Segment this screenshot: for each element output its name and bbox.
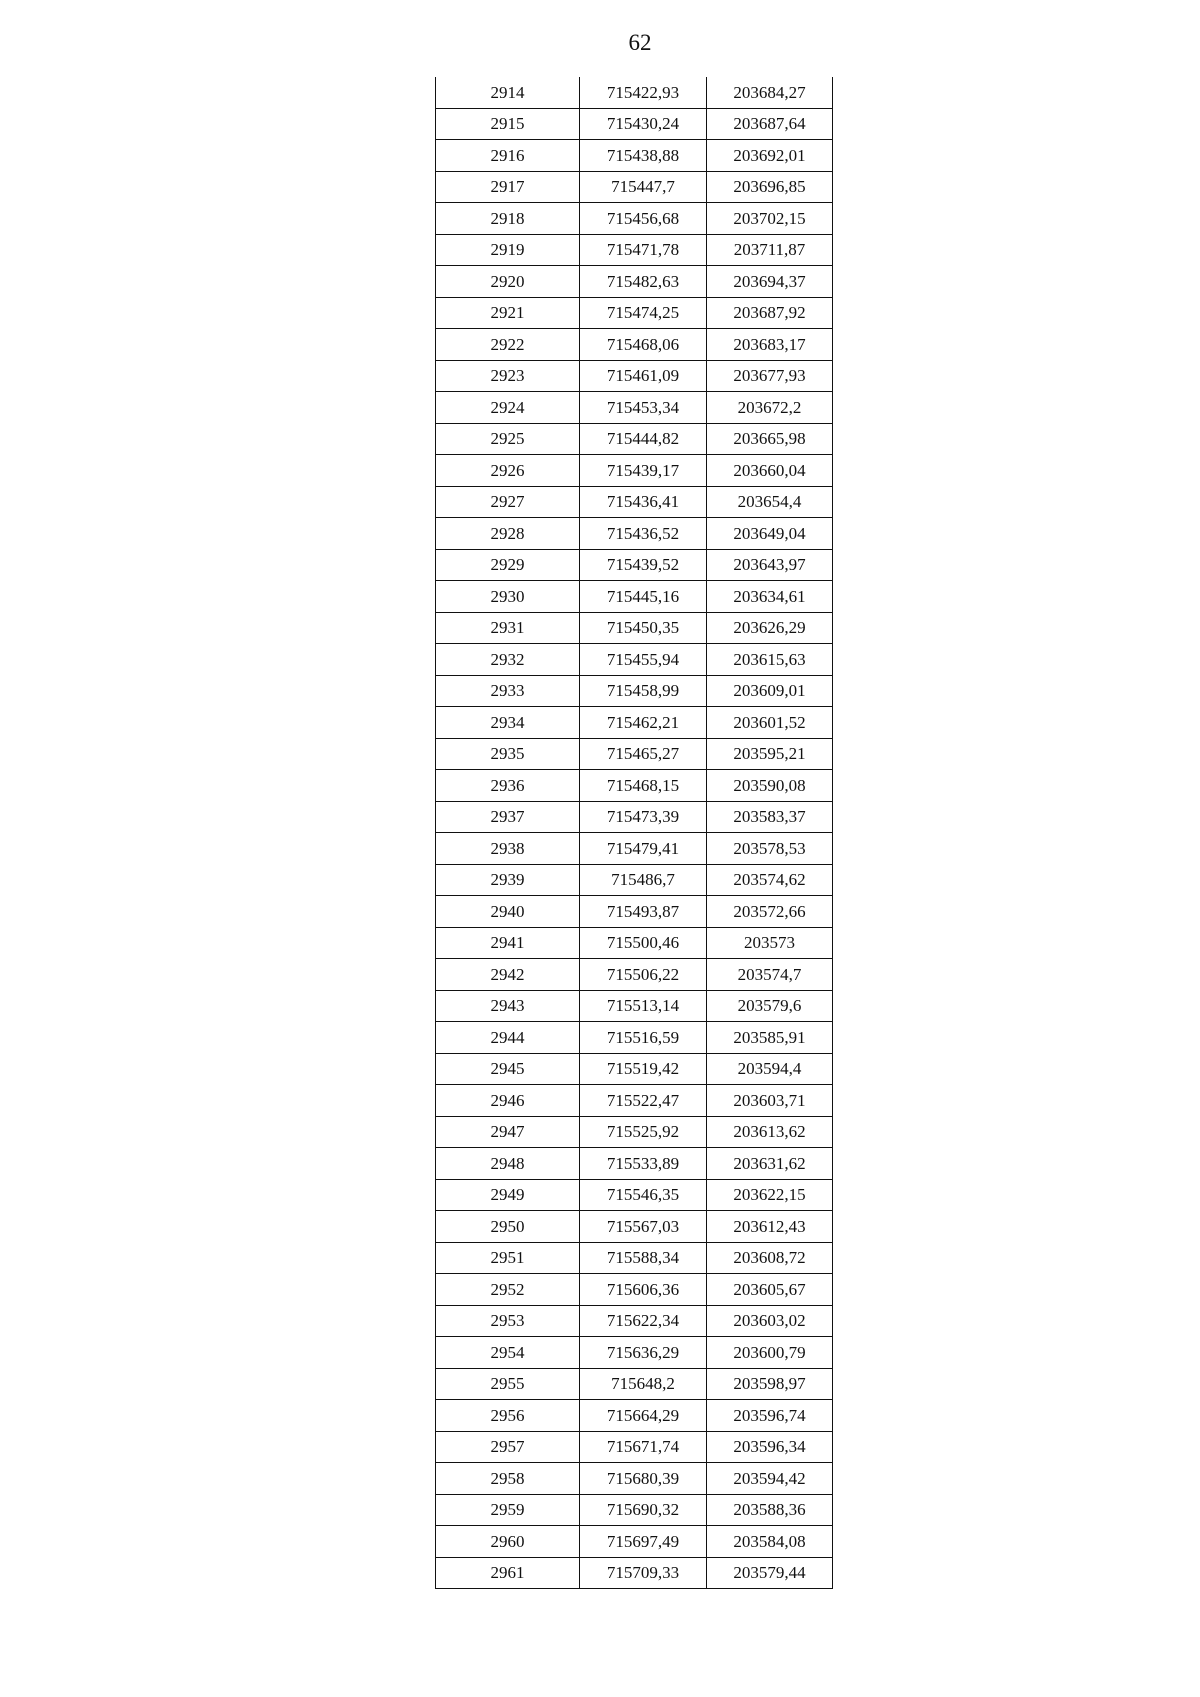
table-row (436, 1337, 833, 1369)
point-number-cell: 2917 (436, 171, 580, 203)
point-number-cell: 2931 (436, 612, 580, 644)
y-coordinate-cell: 203601,52 (707, 707, 833, 739)
x-coordinate-cell: 715622,34 (580, 1305, 707, 1337)
y-coordinate-cell: 203672,2 (707, 392, 833, 424)
x-coordinate-cell: 715546,35 (580, 1179, 707, 1211)
x-coordinate-cell: 715436,41 (580, 486, 707, 518)
table-row (436, 1211, 833, 1243)
table-row (436, 1179, 833, 1211)
point-number-cell: 2934 (436, 707, 580, 739)
y-coordinate-cell: 203631,62 (707, 1148, 833, 1180)
y-coordinate-cell: 203649,04 (707, 518, 833, 550)
point-number-cell: 2956 (436, 1400, 580, 1432)
x-coordinate-cell: 715690,32 (580, 1494, 707, 1526)
point-number-cell: 2936 (436, 770, 580, 802)
y-coordinate-cell: 203578,53 (707, 833, 833, 865)
point-number-cell: 2943 (436, 990, 580, 1022)
x-coordinate-cell: 715458,99 (580, 675, 707, 707)
table-row (436, 644, 833, 676)
y-coordinate-cell: 203687,92 (707, 297, 833, 329)
y-coordinate-cell: 203615,63 (707, 644, 833, 676)
table-row (436, 864, 833, 896)
x-coordinate-cell: 715462,21 (580, 707, 707, 739)
table-row (436, 297, 833, 329)
x-coordinate-cell: 715450,35 (580, 612, 707, 644)
table-row (436, 108, 833, 140)
point-number-cell: 2951 (436, 1242, 580, 1274)
x-coordinate-cell: 715671,74 (580, 1431, 707, 1463)
x-coordinate-cell: 715445,16 (580, 581, 707, 613)
x-coordinate-cell: 715473,39 (580, 801, 707, 833)
y-coordinate-cell: 203595,21 (707, 738, 833, 770)
x-coordinate-cell: 715438,88 (580, 140, 707, 172)
x-coordinate-cell: 715468,06 (580, 329, 707, 361)
point-number-cell: 2950 (436, 1211, 580, 1243)
x-coordinate-cell: 715465,27 (580, 738, 707, 770)
point-number-cell: 2953 (436, 1305, 580, 1337)
y-coordinate-cell: 203596,74 (707, 1400, 833, 1432)
x-coordinate-cell: 715493,87 (580, 896, 707, 928)
y-coordinate-cell: 203594,4 (707, 1053, 833, 1085)
x-coordinate-cell: 715474,25 (580, 297, 707, 329)
y-coordinate-cell: 203603,02 (707, 1305, 833, 1337)
y-coordinate-cell: 203594,42 (707, 1463, 833, 1495)
point-number-cell: 2930 (436, 581, 580, 613)
point-number-cell: 2955 (436, 1368, 580, 1400)
y-coordinate-cell: 203612,43 (707, 1211, 833, 1243)
table-row (436, 360, 833, 392)
y-coordinate-cell: 203696,85 (707, 171, 833, 203)
point-number-cell: 2945 (436, 1053, 580, 1085)
point-number-cell: 2925 (436, 423, 580, 455)
y-coordinate-cell: 203702,15 (707, 203, 833, 235)
x-coordinate-cell: 715439,52 (580, 549, 707, 581)
y-coordinate-cell: 203605,67 (707, 1274, 833, 1306)
point-number-cell: 2961 (436, 1557, 580, 1589)
table-row (436, 738, 833, 770)
y-coordinate-cell: 203572,66 (707, 896, 833, 928)
point-number-cell: 2916 (436, 140, 580, 172)
table-row (436, 801, 833, 833)
y-coordinate-cell: 203660,04 (707, 455, 833, 487)
y-coordinate-cell: 203665,98 (707, 423, 833, 455)
point-number-cell: 2940 (436, 896, 580, 928)
x-coordinate-cell: 715468,15 (580, 770, 707, 802)
table-row (436, 959, 833, 991)
x-coordinate-cell: 715516,59 (580, 1022, 707, 1054)
table-row (436, 581, 833, 613)
y-coordinate-cell: 203603,71 (707, 1085, 833, 1117)
table-row (436, 990, 833, 1022)
y-coordinate-cell: 203590,08 (707, 770, 833, 802)
point-number-cell: 2918 (436, 203, 580, 235)
point-number-cell: 2952 (436, 1274, 580, 1306)
point-number-cell: 2923 (436, 360, 580, 392)
table-row (436, 896, 833, 928)
y-coordinate-cell: 203683,17 (707, 329, 833, 361)
point-number-cell: 2921 (436, 297, 580, 329)
table-row (436, 1557, 833, 1589)
table-row (436, 707, 833, 739)
x-coordinate-cell: 715456,68 (580, 203, 707, 235)
x-coordinate-cell: 715648,2 (580, 1368, 707, 1400)
x-coordinate-cell: 715513,14 (580, 990, 707, 1022)
y-coordinate-cell: 203598,97 (707, 1368, 833, 1400)
y-coordinate-cell: 203711,87 (707, 234, 833, 266)
point-number-cell: 2939 (436, 864, 580, 896)
table-row (436, 1053, 833, 1085)
x-coordinate-cell: 715606,36 (580, 1274, 707, 1306)
y-coordinate-cell: 203634,61 (707, 581, 833, 613)
y-coordinate-cell: 203588,36 (707, 1494, 833, 1526)
table-row (436, 423, 833, 455)
point-number-cell: 2920 (436, 266, 580, 298)
table-row (436, 1431, 833, 1463)
point-number-cell: 2928 (436, 518, 580, 550)
point-number-cell: 2924 (436, 392, 580, 424)
table-row (436, 1148, 833, 1180)
point-number-cell: 2933 (436, 675, 580, 707)
x-coordinate-cell: 715519,42 (580, 1053, 707, 1085)
x-coordinate-cell: 715486,7 (580, 864, 707, 896)
point-number-cell: 2941 (436, 927, 580, 959)
table-row (436, 1022, 833, 1054)
x-coordinate-cell: 715436,52 (580, 518, 707, 550)
point-number-cell: 2927 (436, 486, 580, 518)
y-coordinate-cell: 203608,72 (707, 1242, 833, 1274)
y-coordinate-cell: 203626,29 (707, 612, 833, 644)
point-number-cell: 2944 (436, 1022, 580, 1054)
x-coordinate-cell: 715588,34 (580, 1242, 707, 1274)
table-row (436, 1400, 833, 1432)
x-coordinate-cell: 715422,93 (580, 77, 707, 108)
x-coordinate-cell: 715680,39 (580, 1463, 707, 1495)
table-row (436, 1085, 833, 1117)
point-number-cell: 2938 (436, 833, 580, 865)
table-row (436, 392, 833, 424)
table-row (436, 1305, 833, 1337)
x-coordinate-cell: 715455,94 (580, 644, 707, 676)
point-number-cell: 2922 (436, 329, 580, 361)
x-coordinate-cell: 715461,09 (580, 360, 707, 392)
point-number-cell: 2937 (436, 801, 580, 833)
point-number-cell: 2957 (436, 1431, 580, 1463)
table-row (436, 1463, 833, 1495)
y-coordinate-cell: 203694,37 (707, 266, 833, 298)
table-row (436, 234, 833, 266)
x-coordinate-cell: 715439,17 (580, 455, 707, 487)
x-coordinate-cell: 715500,46 (580, 927, 707, 959)
table-row (436, 486, 833, 518)
point-number-cell: 2915 (436, 108, 580, 140)
y-coordinate-cell: 203596,34 (707, 1431, 833, 1463)
point-number-cell: 2954 (436, 1337, 580, 1369)
point-number-cell: 2935 (436, 738, 580, 770)
y-coordinate-cell: 203584,08 (707, 1526, 833, 1558)
x-coordinate-cell: 715479,41 (580, 833, 707, 865)
x-coordinate-cell: 715636,29 (580, 1337, 707, 1369)
coordinates-table-body (436, 77, 833, 1589)
table-row (436, 1116, 833, 1148)
y-coordinate-cell: 203579,6 (707, 990, 833, 1022)
table-row (436, 140, 833, 172)
table-row (436, 549, 833, 581)
y-coordinate-cell: 203574,62 (707, 864, 833, 896)
x-coordinate-cell: 715522,47 (580, 1085, 707, 1117)
table-row (436, 1274, 833, 1306)
point-number-cell: 2959 (436, 1494, 580, 1526)
x-coordinate-cell: 715525,92 (580, 1116, 707, 1148)
x-coordinate-cell: 715444,82 (580, 423, 707, 455)
x-coordinate-cell: 715664,29 (580, 1400, 707, 1432)
y-coordinate-cell: 203600,79 (707, 1337, 833, 1369)
point-number-cell: 2949 (436, 1179, 580, 1211)
point-number-cell: 2946 (436, 1085, 580, 1117)
y-coordinate-cell: 203677,93 (707, 360, 833, 392)
point-number-cell: 2929 (436, 549, 580, 581)
point-number-cell: 2914 (436, 77, 580, 108)
x-coordinate-cell: 715471,78 (580, 234, 707, 266)
table-row (436, 1526, 833, 1558)
table-row (436, 675, 833, 707)
table-row (436, 77, 833, 108)
y-coordinate-cell: 203609,01 (707, 675, 833, 707)
page-number: 62 (628, 30, 652, 55)
point-number-cell: 2948 (436, 1148, 580, 1180)
table-row (436, 770, 833, 802)
table-row (436, 455, 833, 487)
coordinates-table (435, 77, 833, 1589)
x-coordinate-cell: 715697,49 (580, 1526, 707, 1558)
x-coordinate-cell: 715567,03 (580, 1211, 707, 1243)
table-row (436, 833, 833, 865)
point-number-cell: 2960 (436, 1526, 580, 1558)
table-row (436, 612, 833, 644)
table-row (436, 518, 833, 550)
point-number-cell: 2947 (436, 1116, 580, 1148)
point-number-cell: 2926 (436, 455, 580, 487)
y-coordinate-cell: 203643,97 (707, 549, 833, 581)
x-coordinate-cell: 715453,34 (580, 392, 707, 424)
table-row (436, 1494, 833, 1526)
x-coordinate-cell: 715533,89 (580, 1148, 707, 1180)
y-coordinate-cell: 203579,44 (707, 1557, 833, 1589)
table-row (436, 171, 833, 203)
point-number-cell: 2932 (436, 644, 580, 676)
table-row (436, 927, 833, 959)
y-coordinate-cell: 203583,37 (707, 801, 833, 833)
y-coordinate-cell: 203687,64 (707, 108, 833, 140)
table-row (436, 329, 833, 361)
y-coordinate-cell: 203573 (707, 927, 833, 959)
x-coordinate-cell: 715430,24 (580, 108, 707, 140)
x-coordinate-cell: 715506,22 (580, 959, 707, 991)
x-coordinate-cell: 715447,7 (580, 171, 707, 203)
y-coordinate-cell: 203654,4 (707, 486, 833, 518)
point-number-cell: 2942 (436, 959, 580, 991)
point-number-cell: 2958 (436, 1463, 580, 1495)
table-row (436, 203, 833, 235)
x-coordinate-cell: 715482,63 (580, 266, 707, 298)
table-row (436, 1242, 833, 1274)
table-row (436, 266, 833, 298)
y-coordinate-cell: 203684,27 (707, 77, 833, 108)
y-coordinate-cell: 203613,62 (707, 1116, 833, 1148)
point-number-cell: 2919 (436, 234, 580, 266)
table-row (436, 1368, 833, 1400)
y-coordinate-cell: 203585,91 (707, 1022, 833, 1054)
x-coordinate-cell: 715709,33 (580, 1557, 707, 1589)
y-coordinate-cell: 203574,7 (707, 959, 833, 991)
y-coordinate-cell: 203692,01 (707, 140, 833, 172)
y-coordinate-cell: 203622,15 (707, 1179, 833, 1211)
